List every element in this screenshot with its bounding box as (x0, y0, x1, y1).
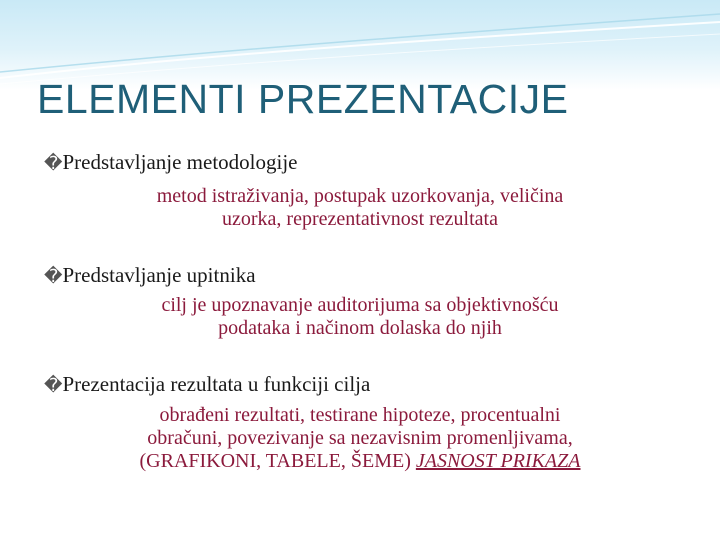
sub-line: podataka i načinom dolaska do njih (218, 317, 502, 339)
sub-line: cilj je upoznavanje auditorijuma sa objektivnošću (161, 294, 559, 316)
sub-line: obračuni, povezivanje sa nezavisnim promenljivama, (147, 427, 573, 449)
sub-text-results (0, 404, 720, 473)
bullet-questionnaire (44, 263, 256, 288)
bullet-heading: Predstavljanje upitnika (62, 263, 256, 287)
sub-text-questionnaire (0, 294, 720, 340)
bullet-heading: Prezentacija rezultata u funkciji cilja (62, 372, 371, 396)
bullet-marker: � (44, 266, 63, 287)
bullet-results (44, 372, 370, 397)
bullet-methodology (44, 150, 298, 175)
sub-line-last (0, 450, 720, 473)
bullet-marker: � (44, 375, 63, 396)
slide-title: ELEMENTI PREZENTACIJE (37, 76, 569, 122)
sub-line-text: (GRAFIKONI, TABELE, ŠEME) (139, 450, 411, 472)
sub-line: obrađeni rezultati, testirane hipoteze, procentualni (159, 404, 561, 426)
bullet-heading: Predstavljanje metodologije (62, 150, 298, 174)
emphasis-clarity: JASNOST PRIKAZA (415, 450, 581, 472)
sub-line: metod istraživanja, postupak uzorkovanja, veličina (156, 185, 564, 207)
bullet-marker: � (44, 153, 63, 174)
sub-text-methodology (0, 185, 720, 231)
sub-line: uzorka, reprezentativnost rezultata (222, 208, 498, 230)
